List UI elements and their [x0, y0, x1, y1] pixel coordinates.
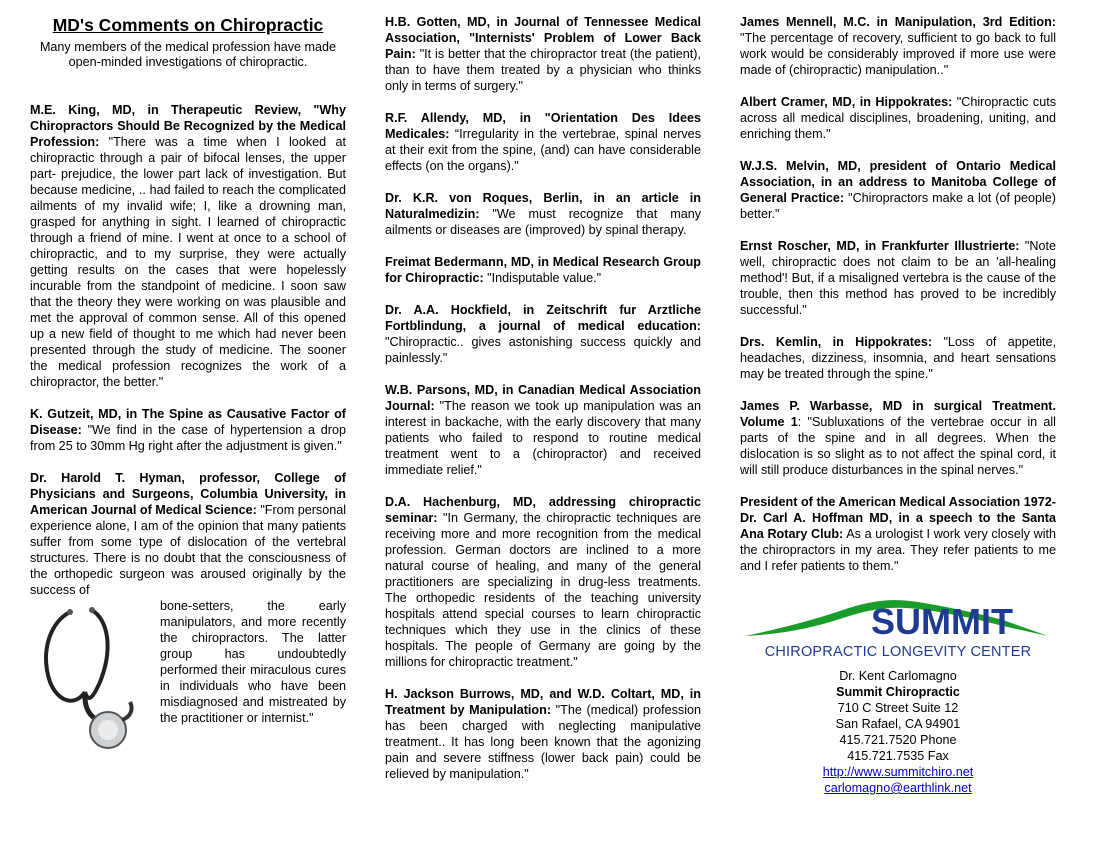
quote-source: W.J.S. Melvin, MD, president of Ontario Medical Association, in an address to Manitoba College of General Practice: — [740, 159, 1056, 205]
summit-logo — [740, 590, 1056, 660]
quote-source: Drs. Kemlin, in Hippokrates: — [740, 335, 933, 349]
intro-text: Many members of the medical profession have made open-minded investigations of chiropractic. — [39, 40, 337, 69]
quote — [385, 382, 701, 478]
quote — [385, 110, 701, 174]
logo-subtitle: CHIROPRACTIC LONGEVITY CENTER — [764, 644, 1032, 660]
quote-text-continued: bone-setters, the early manipulators, and more recently the chiropractors. The latter group has undoubtedly performed their miraculous cures in individuals who have been misdiagnosed and mistreated by the practitioner or internist." — [160, 599, 346, 725]
quote — [740, 334, 1056, 382]
quote-source: Freimat Bedermann, MD, in Medical Research Group for Chiropractic: — [385, 255, 701, 285]
logo-wordmark: SUMMIT — [871, 601, 1013, 642]
quote — [30, 102, 346, 390]
quote — [385, 254, 701, 286]
quote — [740, 494, 1056, 574]
quote — [30, 406, 346, 454]
quote — [740, 398, 1056, 478]
quote-text: "Chiropractic cuts across all medical disciplines, broadening, uniting, and enriching them." — [740, 95, 1056, 141]
quote-source: Ernst Roscher, MD, in Frankfurter Illustrierte: — [740, 239, 1020, 253]
quote-source: K. Gutzeit, MD, in The Spine as Causative Factor of Disease: — [30, 407, 346, 437]
quote — [740, 94, 1056, 142]
quote-text: "From personal experience alone, I am of the opinion that many patients suffer from some type of dislocation of the vertebral structures. There is no doubt that the consciousness of the orthopedic surgeon was aroused originally by the success of — [30, 503, 346, 597]
mountain-logo-graphic — [743, 590, 1053, 646]
fax-number: 415.721.7535 Fax — [847, 749, 949, 763]
quote-text: "Loss of appetite, headaches, dizziness, insomnia, and heart sensations may be treated through the spine." — [740, 335, 1057, 381]
quote — [385, 14, 701, 94]
quote-source: Dr. A.A. Hockfield, in Zeitschrift fur Arztliche Fortblindung, a journal of medical education: — [385, 303, 701, 333]
email-link[interactable]: carlomagno@earthlink.net — [824, 781, 972, 795]
column-right — [740, 14, 1056, 796]
street-address: 710 C Street Suite 12 — [837, 701, 959, 715]
quote-source: D.A. Hachenburg, MD, addressing chiropractic seminar: — [385, 495, 701, 525]
quote-text: "In Germany, the chiropractic techniques are receiving more and more recognition from the medical profession. German doctors are inclined to a more natural course of healing, and many of the general practitioners are specializing in drug-less treatments. The orthopedic residents of the teaching university hospitals attend special courses to learn chiropractic techniques which they use in the clinics of these hospitals. The people of Germany are going by the millions for chiropractic treatment." — [385, 511, 701, 669]
quote-source: M.E. King, MD, in Therapeutic Review, "Why Chiropractors Should Be Recognized by the Medical Profession: — [30, 103, 346, 149]
quote-text: "Note well, chiropractic does not claim to be an 'all-healing method'! But, if a misaligned vertebra is the cause of the trouble, then this method has proved to be incredibly successful." — [740, 239, 1056, 317]
quote — [740, 238, 1056, 318]
quote-text: "We find in the case of hypertension a drop from 25 to 30mm Hg right after the adjustment is given." — [30, 423, 346, 453]
quote-text: As a urologist I work very closely with the chiropractors in my area. They refer patients to me and I refer patients to them." — [740, 527, 1057, 573]
quote-text: "Chiropractic.. gives astonishing success quickly and painlessly." — [385, 335, 701, 365]
quote-text: "There was a time when I looked at chiropractic through a pair of bifocal lenses, the upper part- prejudice, the lower part lack of investigation. But because medicine, .. had failed to reach the complicated ailments of my invalid wife; I, like a drowning man, grasped for anything in sight. I learned of chiropractic through a friend of mine. I went at once to a school of chiropractic, and to my surprise, they were actually getting results on the cases that were hopelessly incurable from the standpoint of medicine. I soon saw that the theory they were working on was plausible and met the approval of common sense. All of this opened up a new field of thought to me which had never been presented through the study of medicine. The sooner the medical profession recognizes the work of a chiropractor, the better." — [30, 135, 346, 389]
quote — [385, 494, 701, 670]
quote — [385, 302, 701, 366]
quote — [385, 190, 701, 238]
quote — [385, 686, 701, 782]
quote-source: James P. Warbasse, MD in surgical Treatment. Volume 1 — [740, 399, 1056, 429]
quote — [740, 158, 1056, 222]
page-title: MD's Comments on Chiropractic — [52, 15, 324, 35]
practice-name: Summit Chiropractic — [836, 685, 960, 699]
quote-hyman — [30, 470, 346, 752]
quote-source: R.F. Allendy, MD, in "Orientation Des Idees Medicales: — [385, 111, 701, 141]
quote-source: James Mennell, M.C. in Manipulation, 3rd Edition: — [740, 15, 1056, 29]
city-address: San Rafael, CA 94901 — [835, 717, 961, 731]
quote-text: "We must recognize that many ailments or diseases are (improved) by spinal therapy. — [385, 207, 701, 237]
quote-text: "The percentage of recovery, sufficient to go back to full work would be considerably improved if more use were made of (chiropractic) manipulation.." — [740, 31, 1056, 77]
quote-source: W.B. Parsons, MD, in Canadian Medical Association Journal: — [385, 383, 701, 413]
quote-text: "Chiropractors make a lot (of people) better." — [740, 191, 1056, 221]
column-middle — [385, 14, 701, 798]
stethoscope-image — [30, 602, 148, 752]
contact-block — [740, 668, 1056, 796]
quote-text: : "Subluxations of the vertebrae occur in all parts of the spine and in all degrees. When the dislocation is so slight as to not affect the spinal cord, it will still produce disturbances in the spinal nerves." — [740, 415, 1056, 477]
quote-source: H. Jackson Burrows, MD, and W.D. Coltart, MD, in Treatment by Manipulation: — [385, 687, 701, 717]
phone-number: 415.721.7520 Phone — [839, 733, 957, 747]
quote-source: Dr. K.R. von Roques, Berlin, in an article in Naturalmedizin: — [385, 191, 701, 221]
website-link[interactable]: http://www.summitchiro.net — [822, 765, 974, 779]
quote-text: "Indisputable value." — [483, 271, 602, 285]
doctor-name: Dr. Kent Carlomagno — [839, 669, 957, 683]
quote-source: H.B. Gotten, MD, in Journal of Tennessee Medical Association, "Internists' Problem of Lower Back Pain: — [385, 15, 701, 61]
quote-source: President of the American Medical Association 1972- Dr. Carl A. Hoffman MD, in a speech to the Santa Ana Rotary Club: — [740, 495, 1056, 541]
quote-text: "The reason we took up manipulation was an interest in backache, with the early discovery that many patients who failed to respond to routine medical treatment went to a (chiropractor) and received immediate relief." — [385, 399, 701, 477]
quote — [740, 14, 1056, 78]
column-left — [30, 14, 346, 768]
quote-source: Dr. Harold T. Hyman, professor, College of Physicians and Surgeons, Columbia University, in American Journal of Medical Science: — [30, 471, 346, 517]
quote-text: "It is better that the chiropractor treat (the patient), than to have them treated by a physician who thinks only in terms of surgery." — [385, 47, 701, 93]
quote-text: “Irregularity in the vertebrae, spinal nerves at their exit from the spine, (and) can have considerable effects (on the organs)." — [385, 127, 701, 173]
quote-text: "The (medical) profession has been charged with neglecting manipulative treatment.. It has long been known that the agonizing pain and severe stiffness (lower back pain) could be relieved by manipulation." — [385, 703, 701, 781]
quote-source: Albert Cramer, MD, in Hippokrates: — [740, 95, 953, 109]
